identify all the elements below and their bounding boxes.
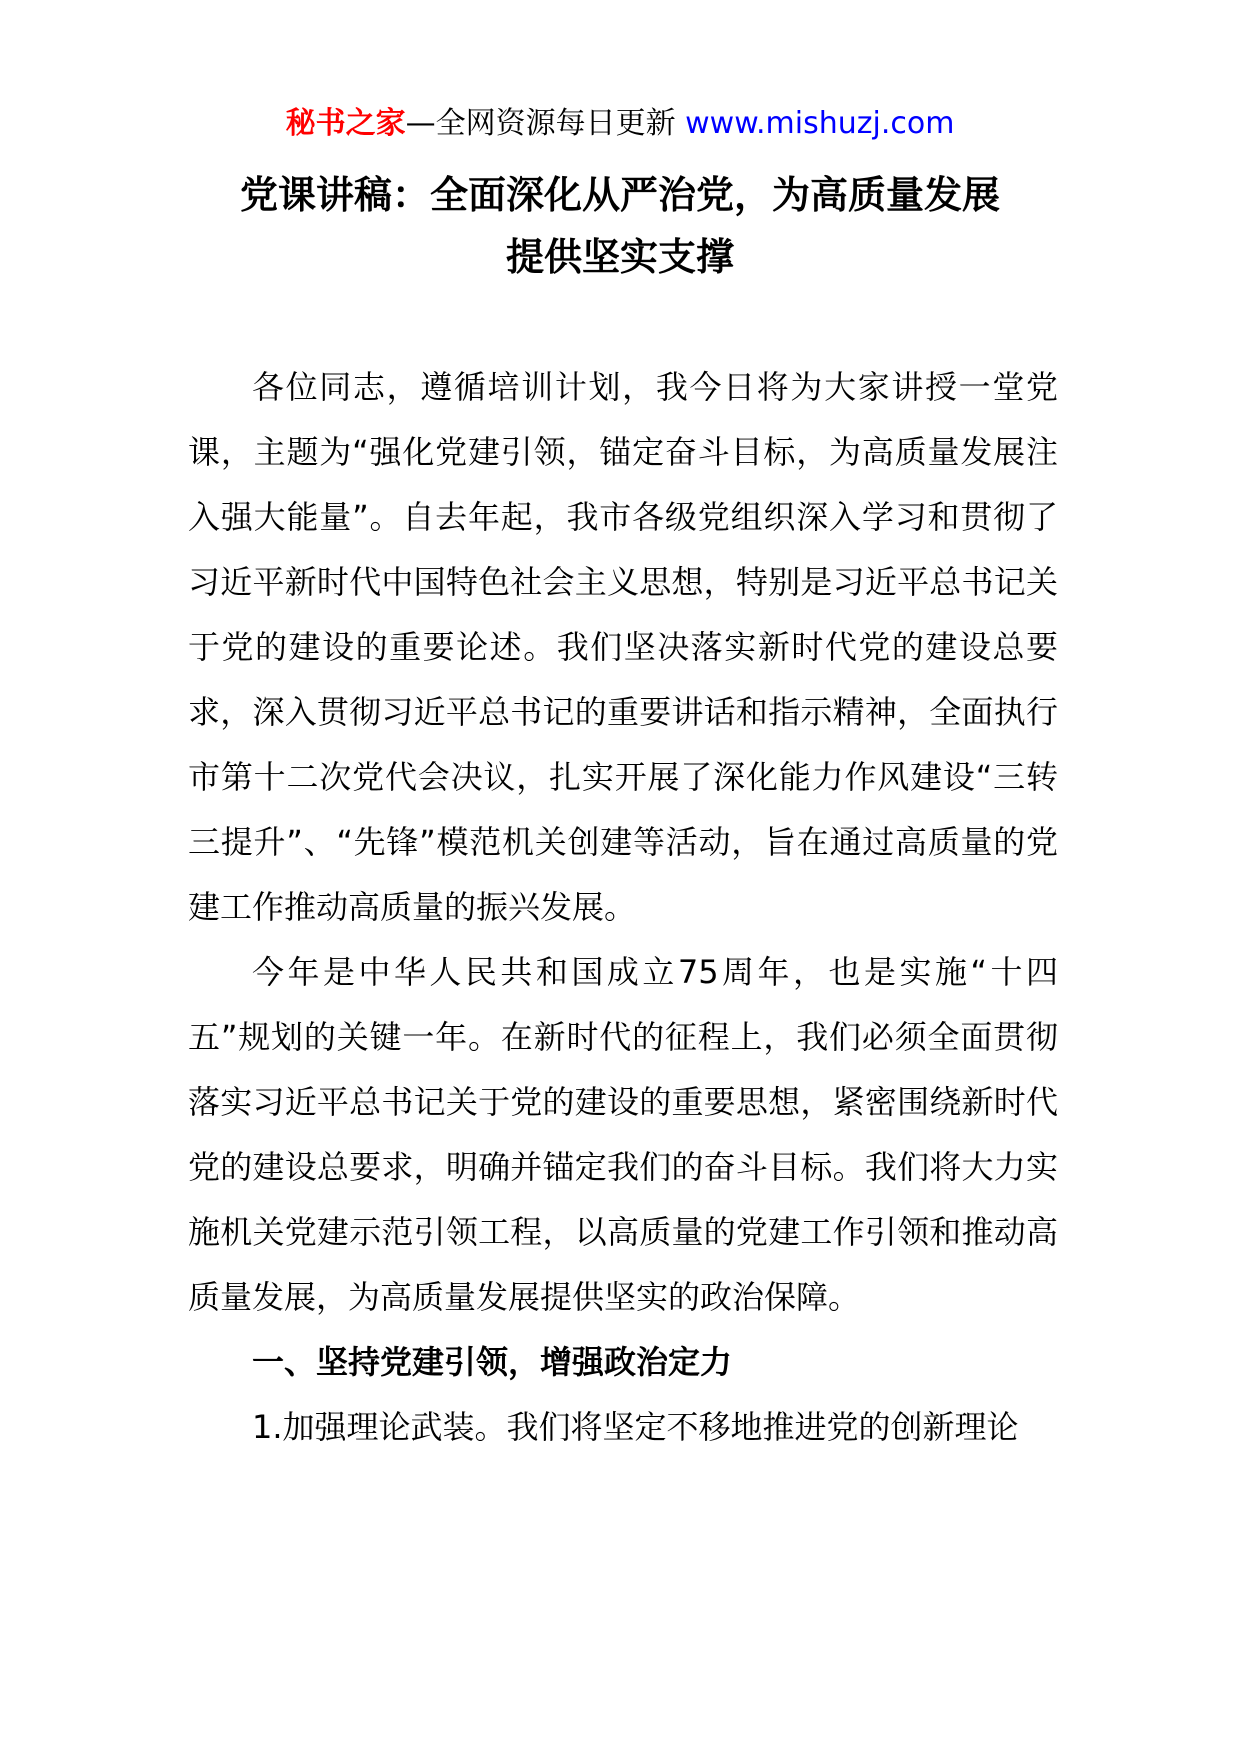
body-paragraph: 各位同志，遵循培训计划，我今日将为大家讲授一堂党课，主题为“强化党建引领，锚定奋斗目标，为高质量发展注入强大能量”。自去年起，我市各级党组织深入学习和贯彻了习近平新时代中国特色社会主义思想，特别是习近平总书记关于党的建设的重要论述。我们坚决落实新时代党的建设总要求，深入贯彻习近平总书记的重要讲话和指示精神，全面执行市第十二次党代会决议，扎实开展了深化能力作风建设“三转三提升”、“先锋”模范机关创建等活动，旨在通过高质量的党建工作推动高质量的振兴发展。 bbox=[188, 368, 1058, 926]
brand-name: 秘书之家 bbox=[285, 106, 406, 141]
header-tagline: —全网资源每日更新 bbox=[405, 106, 686, 141]
body-paragraph: 今年是中华人民共和国成立75周年，也是实施“十四五”规划的关键一年。在新时代的征程上，我们必须全面贯彻落实习近平总书记关于党的建设的重要思想，紧密围绕新时代党的建设总要求，明确并锚定我们的奋斗目标。我们将大力实施机关党建示范引领工程，以高质量的党建工作引领和推动高质量发展，为高质量发展提供坚实的政治保障。 bbox=[188, 953, 1058, 1316]
numbered-item: 1.加强理论武装。我们将坚定不移地推进党的创新理论 bbox=[252, 1408, 1019, 1446]
site-header bbox=[0, 100, 1240, 148]
document-body bbox=[188, 355, 1058, 1460]
site-url-link[interactable]: www.mishuzj.com bbox=[685, 106, 955, 141]
title-line-2: 提供坚实支撑 bbox=[505, 235, 734, 279]
section-heading: 一、坚持党建引领，增强政治定力 bbox=[252, 1343, 733, 1381]
title-line-1: 党课讲稿：全面深化从严治党，为高质量发展 bbox=[239, 173, 1000, 217]
document-title bbox=[150, 164, 1090, 288]
